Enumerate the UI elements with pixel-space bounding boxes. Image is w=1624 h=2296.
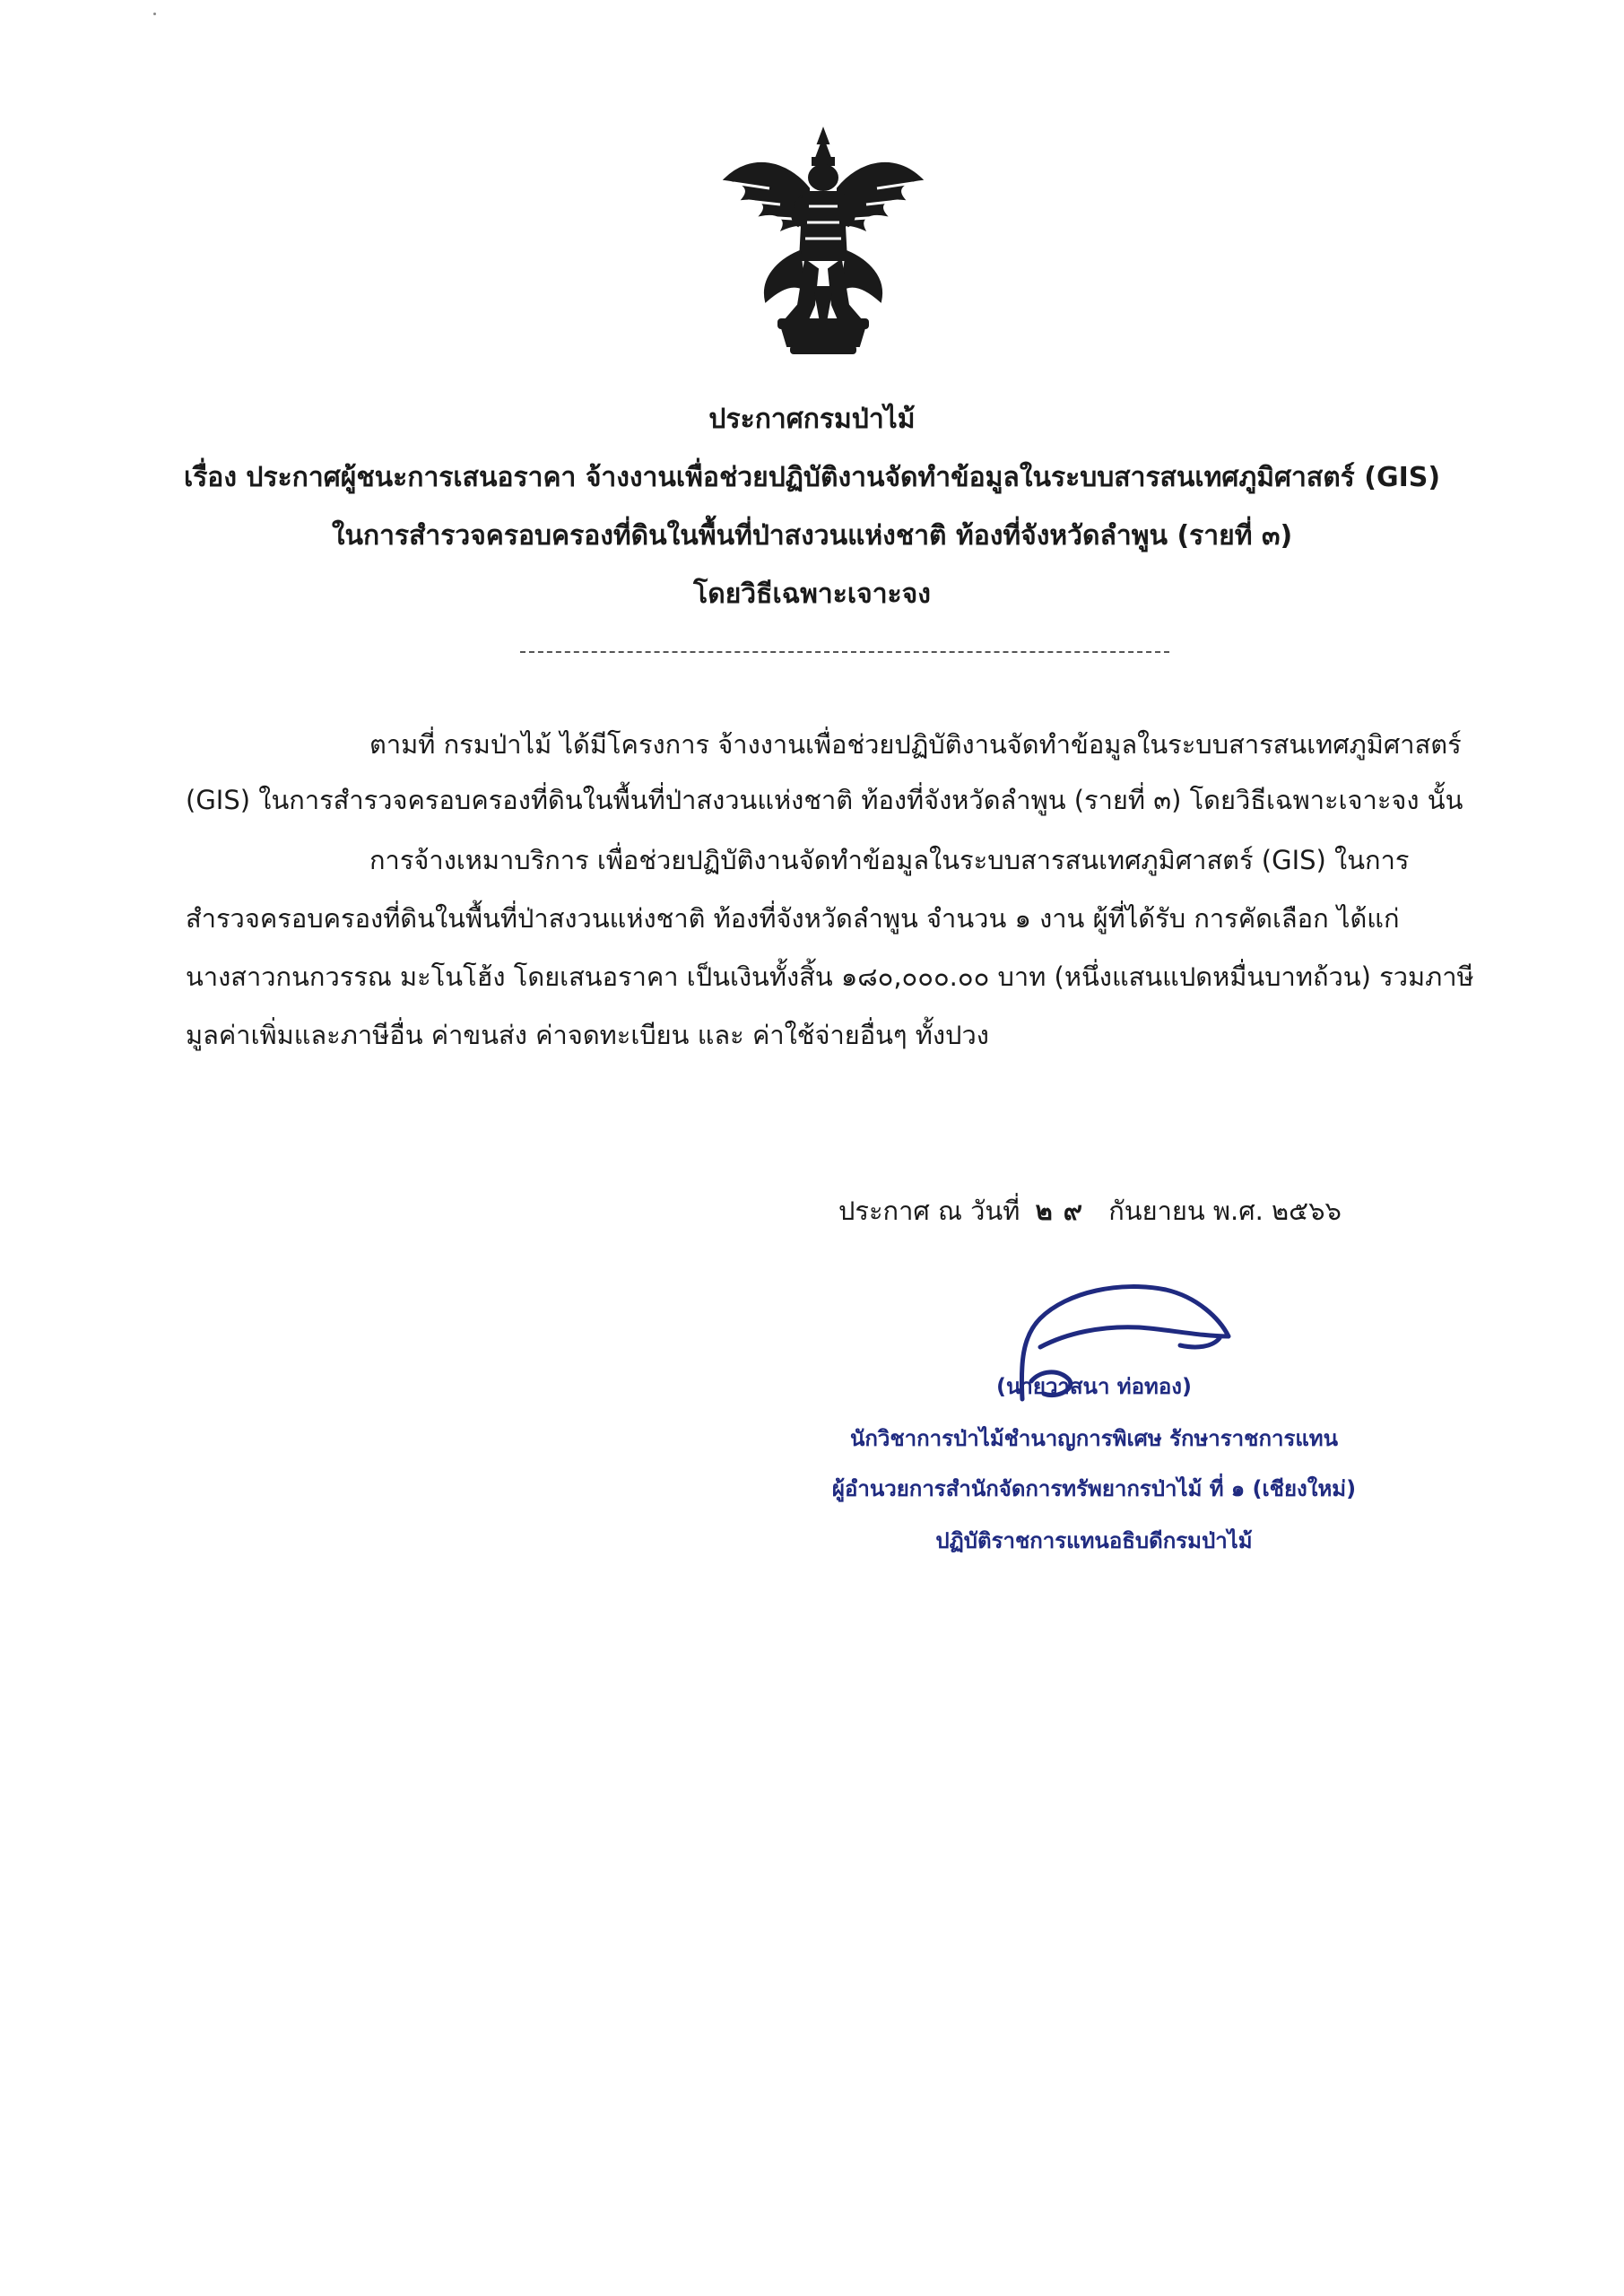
announcement-subject-line-2: ในการสำรวจครอบครองที่ดินในพื้นที่ป่าสงวนแห่งชาติ ท้องที่จังหวัดลำพูน (รายที่ ๓)	[331, 520, 1293, 552]
announcement-subject-line-3: โดยวิธีเฉพาะเจาะจง	[693, 578, 931, 610]
body-paragraph-2-line-1: การจ้างเหมาบริการ เพื่อช่วยปฏิบัติงานจัดทำข้อมูลในระบบสารสนเทศภูมิศาสตร์ (GIS) ในการ	[369, 845, 1410, 875]
body-paragraph-2-line-2: สำรวจครอบครองที่ดินในพื้นที่ป่าสงวนแห่งชาติ ท้องที่จังหวัดลำพูน จำนวน ๑ งาน ผู้ที่ได้รับ การคัดเลือก ได้แก่	[186, 903, 1400, 934]
signatory-position-1: นักวิชาการป่าไม้ชำนาญการพิเศษ รักษาราชการแทน	[849, 1426, 1339, 1451]
signatory-name: (นายวาสนา ท่อทอง)	[996, 1374, 1192, 1399]
announcement-date	[838, 1191, 1342, 1231]
body-paragraph-1-line-1: ตามที่ กรมป่าไม้ ได้มีโครงการ จ้างงานเพื่อช่วยปฏิบัติงานจัดทำข้อมูลในระบบสารสนเทศภูมิศาสตร์	[369, 729, 1462, 760]
signatory-position-3: ปฏิบัติราชการแทนอธิบดีกรมป่าไม้	[935, 1528, 1253, 1553]
date-prefix: ประกาศ ณ วันที่	[838, 1196, 1020, 1226]
heading-divider	[520, 651, 1169, 653]
body-paragraph-1-line-2: (GIS) ในการสำรวจครอบครองที่ดินในพื้นที่ป่าสงวนแห่งชาติ ท้องที่จังหวัดลำพูน (รายที่ ๓) โดยวิธีเฉพาะเจาะจง นั้น	[186, 785, 1463, 815]
body-paragraph-2-line-3: นางสาวกนกวรรณ มะโนโฮ้ง โดยเสนอราคา เป็นเงินทั้งสิ้น ๑๘๐,๐๐๐.๐๐ บาท (หนึ่งแสนแปดหมื่นบาทถ้วน) รวมภาษี	[186, 961, 1474, 992]
announcement-title: ประกาศกรมป่าไม้	[708, 404, 916, 435]
scan-speck	[153, 13, 156, 15]
garuda-emblem-icon	[716, 126, 931, 359]
date-day: ๒๙	[1035, 1196, 1093, 1226]
date-suffix: กันยายน พ.ศ. ๒๕๖๖	[1108, 1196, 1342, 1226]
signatory-position-2: ผู้อำนวยการสำนักจัดการทรัพยากรป่าไม้ ที่ ๑ (เชียงใหม่)	[831, 1476, 1357, 1501]
body-paragraph-2-line-4: มูลค่าเพิ่มและภาษีอื่น ค่าขนส่ง ค่าจดทะเบียน และ ค่าใช้จ่ายอื่นๆ ทั้งปวง	[186, 1020, 989, 1050]
announcement-subject-line-1: เรื่อง ประกาศผู้ชนะการเสนอราคา จ้างงานเพื่อช่วยปฏิบัติงานจัดทำข้อมูลในระบบสารสนเทศภูมิศาสตร์ (GIS)	[183, 462, 1441, 493]
